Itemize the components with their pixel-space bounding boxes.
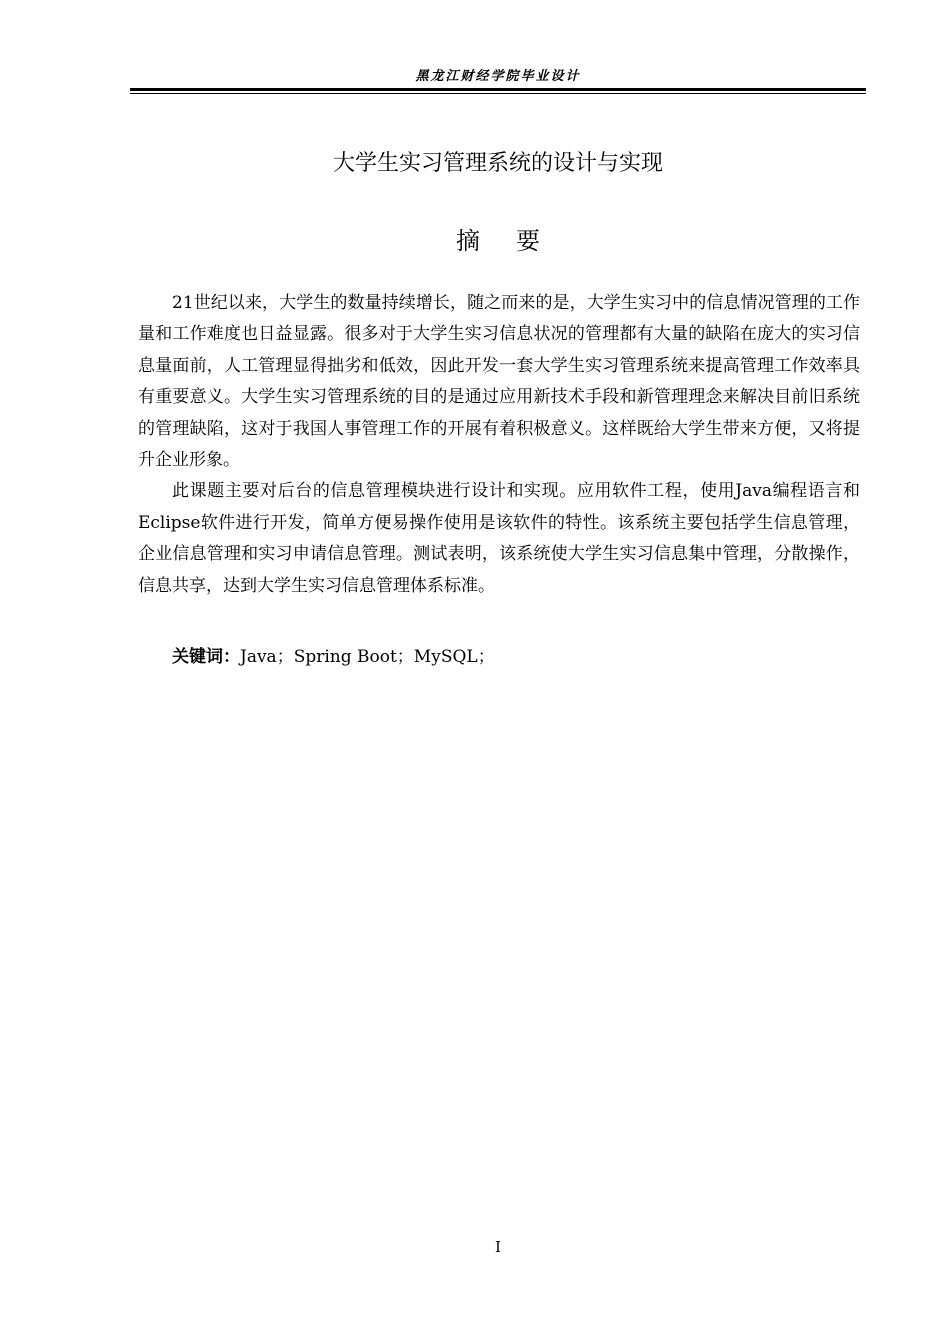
- keywords-line: [138, 642, 860, 673]
- abstract-paragraph-1: 21世纪以来，大学生的数量持续增长，随之而来的是，大学生实习中的信息情况管理的工作量和工作难度也日益显露。很多对于大学生实习信息状况的管理都有大量的缺陷在庞大的实习信息量面前，人工管理显得拙劣和低效，因此开发一套大学生实习管理系统来提高管理工作效率具有重要意义。大学生实习管理系统的目的是通过应用新技术手段和新管理理念来解决目前旧系统的管理缺陷，这对于我国人事管理工作的开展有着积极意义。这样既给大学生带来方便，又将提升企业形象。: [138, 293, 860, 471]
- abstract-heading: 摘要: [456, 227, 576, 255]
- header-rule-thick: [130, 88, 866, 91]
- abstract-paragraph-2: 此课题主要对后台的信息管理模块进行设计和实现。应用软件工程，使用Java编程语言和Eclipse软件进行开发，简单方便易操作使用是该软件的特性。该系统主要包括学生信息管理，企业信息管理和实习申请信息管理。测试表明，该系统使大学生实习信息集中管理，分散操作，信息共享，达到大学生实习信息管理体系标准。: [138, 481, 860, 596]
- header-rule-thin: [130, 93, 866, 94]
- keywords-label: 关键词：: [172, 647, 240, 667]
- page-number: I: [495, 1238, 501, 1256]
- keywords-text: Java；Spring Boot；MySQL；: [240, 647, 495, 667]
- document-title: 大学生实习管理系统的设计与实现: [332, 151, 663, 176]
- running-header: 黑龙江财经学院毕业设计: [415, 69, 581, 84]
- abstract-body: [138, 288, 860, 602]
